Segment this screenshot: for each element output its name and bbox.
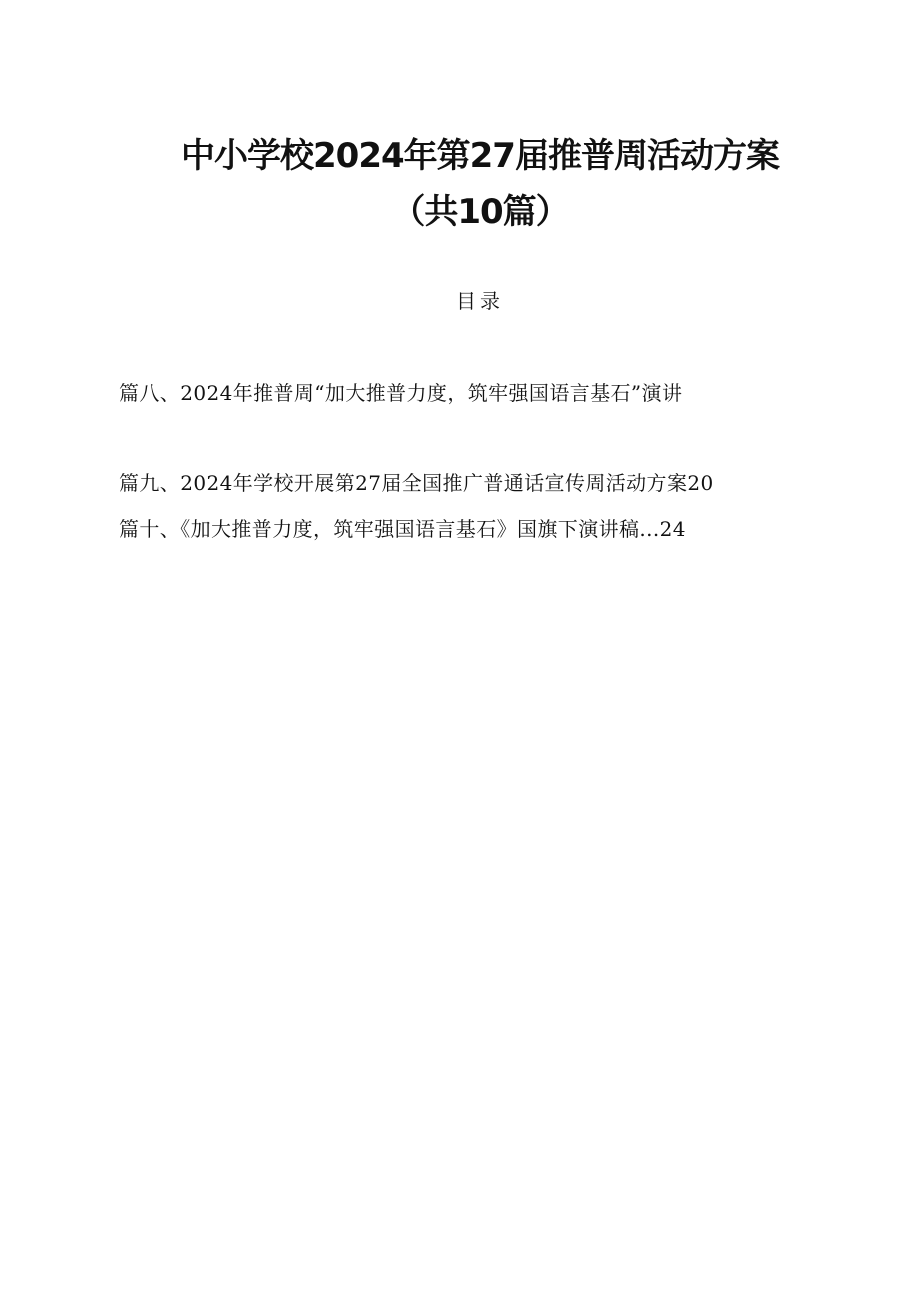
toc-entry[interactable]: 篇九、2024年学校开展第27届全国推广普通话宣传周活动方案20 — [119, 471, 714, 495]
toc-entry[interactable]: 篇八、2024年推普周“加大推普力度，筑牢强国语言基石”演讲 — [119, 381, 683, 405]
toc-entry[interactable]: 篇十、《加大推普力度，筑牢强国语言基石》国旗下演讲稿...24 — [119, 517, 686, 541]
document-title: 中小学校2024年第27届推普周活动方案（共10篇） — [181, 136, 779, 232]
toc-heading: 目录 — [456, 289, 504, 313]
